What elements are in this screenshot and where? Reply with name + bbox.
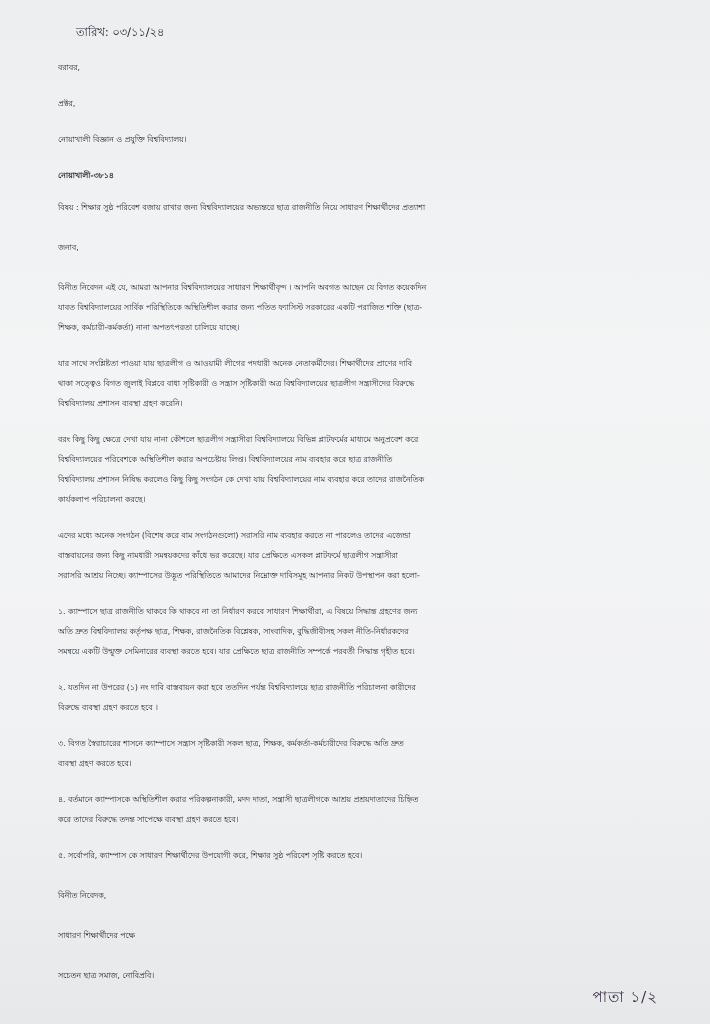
demand-5 (58, 846, 678, 866)
paragraph-line: বাস্তবায়নের জন্য কিছু নামধারী সমন্বয়কদের কাঁধে ভর করেছে। যার প্রেক্ষিতে এসকল প্লাটফর্মে ছাত্রলীগ সন্ত্রাসীরা (58, 551, 398, 560)
demand-line: অতি দ্রুত বিশ্ববিদ্যালয় কর্তৃপক্ষ ছাত্র, শিক্ষক, রাজনৈতিক বিশ্লেষক, সাংবাদিক, বুদ্ধিজীবীসহ সকল নীতি-নির্ধারকদের (58, 627, 409, 636)
demand-line: করে তাদের বিরুদ্ধে তদন্ত সাপেক্ষে ব্যবস্থা গ্রহণ করতে হবে। (58, 815, 239, 824)
paragraph-line: যাবত বিশ্ববিদ্যালয়ের সার্বিক পরিস্থিতিকে অস্থিতিশীল করার জন্য পতিত ফ্যাসিস্ট সরকারের একটি পরাজিত শক্তি (ছাত্র- (58, 303, 423, 312)
paragraph-line: বিনীত নিবেদন এই যে, আমরা আপনার বিশ্ববিদ্যালয়ের সাধারণ শিক্ষার্থীবৃন্দ । আপনি অবগত আছেন যে বিগত কয়েকদিন (58, 283, 427, 292)
paragraph-line: কার্যকলাপ পরিচালনা করছে। (58, 495, 146, 504)
paragraph-line: বিশ্ববিদ্যালয় প্রশাসন ব্যবস্থা গ্রহণ করেনি। (58, 399, 183, 408)
paragraph-line: বিশ্ববিদ্যালয়ের পরিবেশকে অস্থিতিশীল করার অপচেষ্টায় লিপ্ত। বিশ্ববিদ্যালয়ের নাম ব্যবহার করে ছাত্র রাজনীতি (58, 455, 393, 464)
letter-body (58, 22, 678, 986)
demand-line: ১. ক্যাম্পাসে ছাত্র রাজনীতি থাকবে কি থাকবে না তা নির্ধারণ করবে সাধারণ শিক্ষার্থীরা, এ বিষয়ে সিদ্ধান্ত গ্রহণের জন্য (58, 607, 418, 616)
letter-institution: নোয়াখালী বিজ্ঞান ও প্রযুক্তি বিশ্ববিদ্যালয়। (58, 135, 187, 144)
paragraph-2 (58, 354, 678, 414)
paragraph-3 (58, 430, 678, 510)
demand-line: ৫. সর্বোপরি, ক্যাম্পাস কে সাধারণ শিক্ষার্থীদের উপযোগী করে, শিক্ষার সুষ্ঠ পরিবেশ সৃষ্টি করতে হবে। (58, 851, 363, 860)
letter-address: নোয়াখালী-৩৮১৪ (58, 171, 114, 180)
demand-line: বিরুদ্ধে ব্যবস্থা গ্রহণ করতে হবে । (58, 703, 158, 712)
letter-salutation: জনাব, (58, 243, 79, 252)
demand-line: সমন্বয়ে একটি উন্মুক্ত সেমিনারের ব্যবস্থা করতে হবে। যার প্রেক্ষিতে ছাত্র রাজনীতি সম্পর্কে পরবর্তী সিদ্ধান্ত গৃহীত হবে। (58, 647, 415, 656)
letter-signatory-2: সচেতন ছাত্র সমাজ, নোবিপ্রবি। (58, 971, 155, 980)
paragraph-4 (58, 526, 678, 586)
letter-recipient: প্রক্টর, (58, 99, 76, 108)
letter-closing: বিনীত নিবেদক, (58, 891, 107, 900)
page-number: পাতা ১/২ (592, 988, 658, 1006)
letter-subject: বিষয় : শিক্ষার সুষ্ঠ পরিবেশ বজায় রাখার জন্য বিশ্ববিদ্যালয়ের অভ্যন্তরে ছাত্র রাজনীতি নিয়ে সাধারণ শিক্ষার্থীদের প্রত্যাশা (58, 203, 426, 212)
paragraph-line: যার সাথে সংশ্লিষ্টতা পাওয়া যায় ছাত্রলীগ ও আওয়ামী লীগের পদধারী অনেক নেতাকর্মীদের। শিক্ষার্থীদের প্রাণের দাবি (58, 359, 413, 368)
paragraph-line: সরাসরি আশ্রয় নিচ্ছে। ক্যাম্পাসের উদ্ভূত পরিস্থিতিতে আমাদের নিম্নোক্ত দাবিসমূহ আপনার নিকট উপস্থাপন করা হলো- (58, 571, 420, 580)
paragraph-line: শিক্ষক, কর্মচারী-কর্মকর্তা) নানা অপতৎপরতা চালিয়ে যাচ্ছে। (58, 323, 240, 332)
paragraph-line: এদের মধ্যে অনেক সংগঠন (বিশেষ করে বাম সংগঠনগুলো) সরাসরি নাম ব্যবহার করতে না পারলেও তাদের এজেন্ডা (58, 531, 411, 540)
demand-line: ব্যবস্থা গ্রহণ করতে হবে। (58, 759, 132, 768)
letter-to: বরাবর, (58, 63, 80, 72)
demand-4 (58, 790, 678, 830)
demand-2 (58, 678, 678, 718)
paragraph-line: বরং কিছু কিছু ক্ষেত্রে দেখা যায় নানা কৌশলে ছাত্রলীগ সন্ত্রাসীরা বিশ্ববিদ্যালয়ে বিভিন্ন প্লাটফর্মের মাধ্যমে অনুপ্রবেশ করে (58, 435, 419, 444)
demand-line: ৩. বিগত স্বৈরাচারের শাসনে ক্যাম্পাসে সন্ত্রাস সৃষ্টিকারী সকল ছাত্র, শিক্ষক, কর্মকর্তা-কর্মচারীদের বিরুদ্ধে অতি দ্রুত (58, 739, 404, 748)
demand-1 (58, 602, 678, 662)
paragraph-1 (58, 278, 678, 338)
letter-date: তারিখ: ০৩/১১/২৪ (76, 25, 165, 39)
paragraph-line: থাকা সত্ত্বেও বিগত জুলাই বিপ্লবে বাধা সৃষ্টিকারী ও সন্ত্রাস সৃষ্টিকারী অত্র বিশ্ববিদ্যালয়ের ছাত্রলীগ সন্ত্রাসীদের বিরুদ্ধে (58, 379, 415, 388)
paragraph-line: বিশ্ববিদ্যালয় প্রশাসন নিষিদ্ধ করলেও কিছু কিছু সংগঠন কে দেখা যায় বিশ্ববিদ্যালয়ের নাম ব্যবহার করে তাদের রাজনৈতিক (58, 475, 425, 484)
demand-3 (58, 734, 678, 774)
demand-line: ৪. বর্তমানে ক্যাম্পাসকে অস্থিতিশীল করার পরিকল্পনাকারী, মদদ দাতা, সন্ত্রাসী ছাত্রলীগকে আশ্রয় প্রশ্রয়দাতাদের চিহ্নিত (58, 795, 419, 804)
letter-signatory-1: সাধারণ শিক্ষার্থীদের পক্ষে (58, 931, 135, 940)
demand-line: ২. যতদিন না উপরের (১) নং দাবি বাস্তবায়ন করা হবে ততদিন পর্যন্ত বিশ্ববিদ্যালয়ে ছাত্র রাজনীতি পরিচালনা কারীদের (58, 683, 416, 692)
